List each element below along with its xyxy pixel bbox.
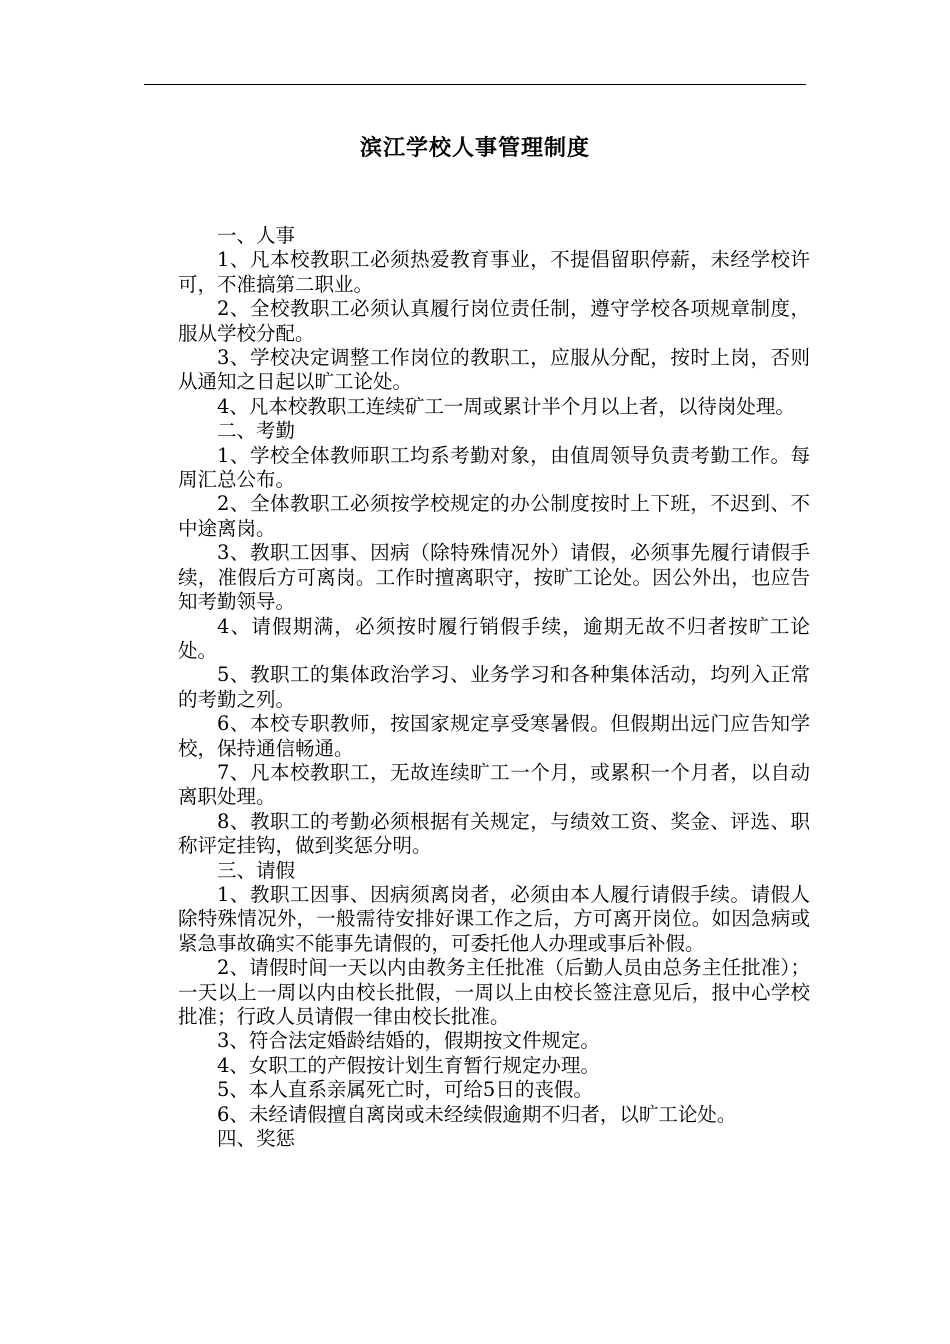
paragraph: 1、凡本校教职工必须热爱教育事业，不提倡留职停薪，未经学校许可，不准搞第二职业。 — [178, 248, 810, 296]
paragraph: 6、未经请假擅自离岗或未经续假逾期不归者，以旷工论处。 — [217, 1102, 737, 1126]
document-title: 滨江学校人事管理制度 — [359, 135, 590, 161]
paragraph: 5、本人直系亲属死亡时，可给5日的丧假。 — [217, 1078, 593, 1102]
paragraph: 4、请假期满，必须按时履行销假手续，逾期无故不归者按旷工论处。 — [178, 614, 810, 662]
paragraph: 2、请假时间一天以内由教务主任批准（后勤人员由总务主任批准）；一天以上一周以内由校长批假，一周以上由校长签注意见后，报中心学校批准；行政人员请假一律由校长批准。 — [178, 956, 810, 1028]
paragraph: 2、全校教职工必须认真履行岗位责任制，遵守学校各项规章制度，服从学校分配。 — [178, 297, 810, 345]
paragraph: 1、教职工因事、因病须离岗者，必须由本人履行请假手续。请假人除特殊情况外，一般需待安排好课工作之后，方可离开岗位。如因急病或紧急事故确实不能事先请假的，可委托他人办理或事后补假。 — [178, 882, 810, 955]
section-heading: 三、请假 — [217, 858, 296, 882]
section-heading: 二、考勤 — [217, 419, 296, 443]
paragraph: 3、学校决定调整工作岗位的教职工，应服从分配，按时上岗，否则从通知之日起以旷工论处。 — [178, 346, 810, 394]
paragraph: 1、学校全体教师职工均系考勤对象，由值周领导负责考勤工作。每周汇总公布。 — [178, 443, 810, 492]
paragraph: 5、教职工的集体政治学习、业务学习和各种集体活动，均列入正常的考勤之列。 — [178, 663, 810, 711]
paragraph: 6、本校专职教师，按国家规定享受寒暑假。但假期出远门应告知学校，保持通信畅通。 — [178, 712, 810, 760]
paragraph: 3、符合法定婚龄结婚的，假期按文件规定。 — [217, 1029, 600, 1053]
section-heading: 四、奖惩 — [217, 1127, 296, 1151]
paragraph: 4、女职工的产假按计划生育暂行规定办理。 — [217, 1053, 600, 1077]
paragraph: 4、凡本校教职工连续矿工一周或累计半个月以上者，以待岗处理。 — [217, 394, 795, 418]
paragraph: 3、教职工因事、因病（除特殊情况外）请假，必须事先履行请假手续，准假后方可离岗。工作时擅离职守，按旷工论处。因公外出，也应告知考勤领导。 — [178, 541, 810, 614]
header-rule — [144, 84, 806, 85]
paragraph: 2、全体教职工必须按学校规定的办公制度按时上下班，不迟到、不中途离岗。 — [178, 492, 810, 540]
paragraph: 7、凡本校教职工，无故连续旷工一个月，或累积一个月者，以自动离职处理。 — [178, 760, 810, 809]
document-body — [178, 224, 810, 1151]
paragraph: 8、教职工的考勤必须根据有关规定，与绩效工资、奖金、评选、职称评定挂钩，做到奖惩分明。 — [178, 809, 810, 858]
section-heading: 一、人事 — [217, 224, 296, 247]
